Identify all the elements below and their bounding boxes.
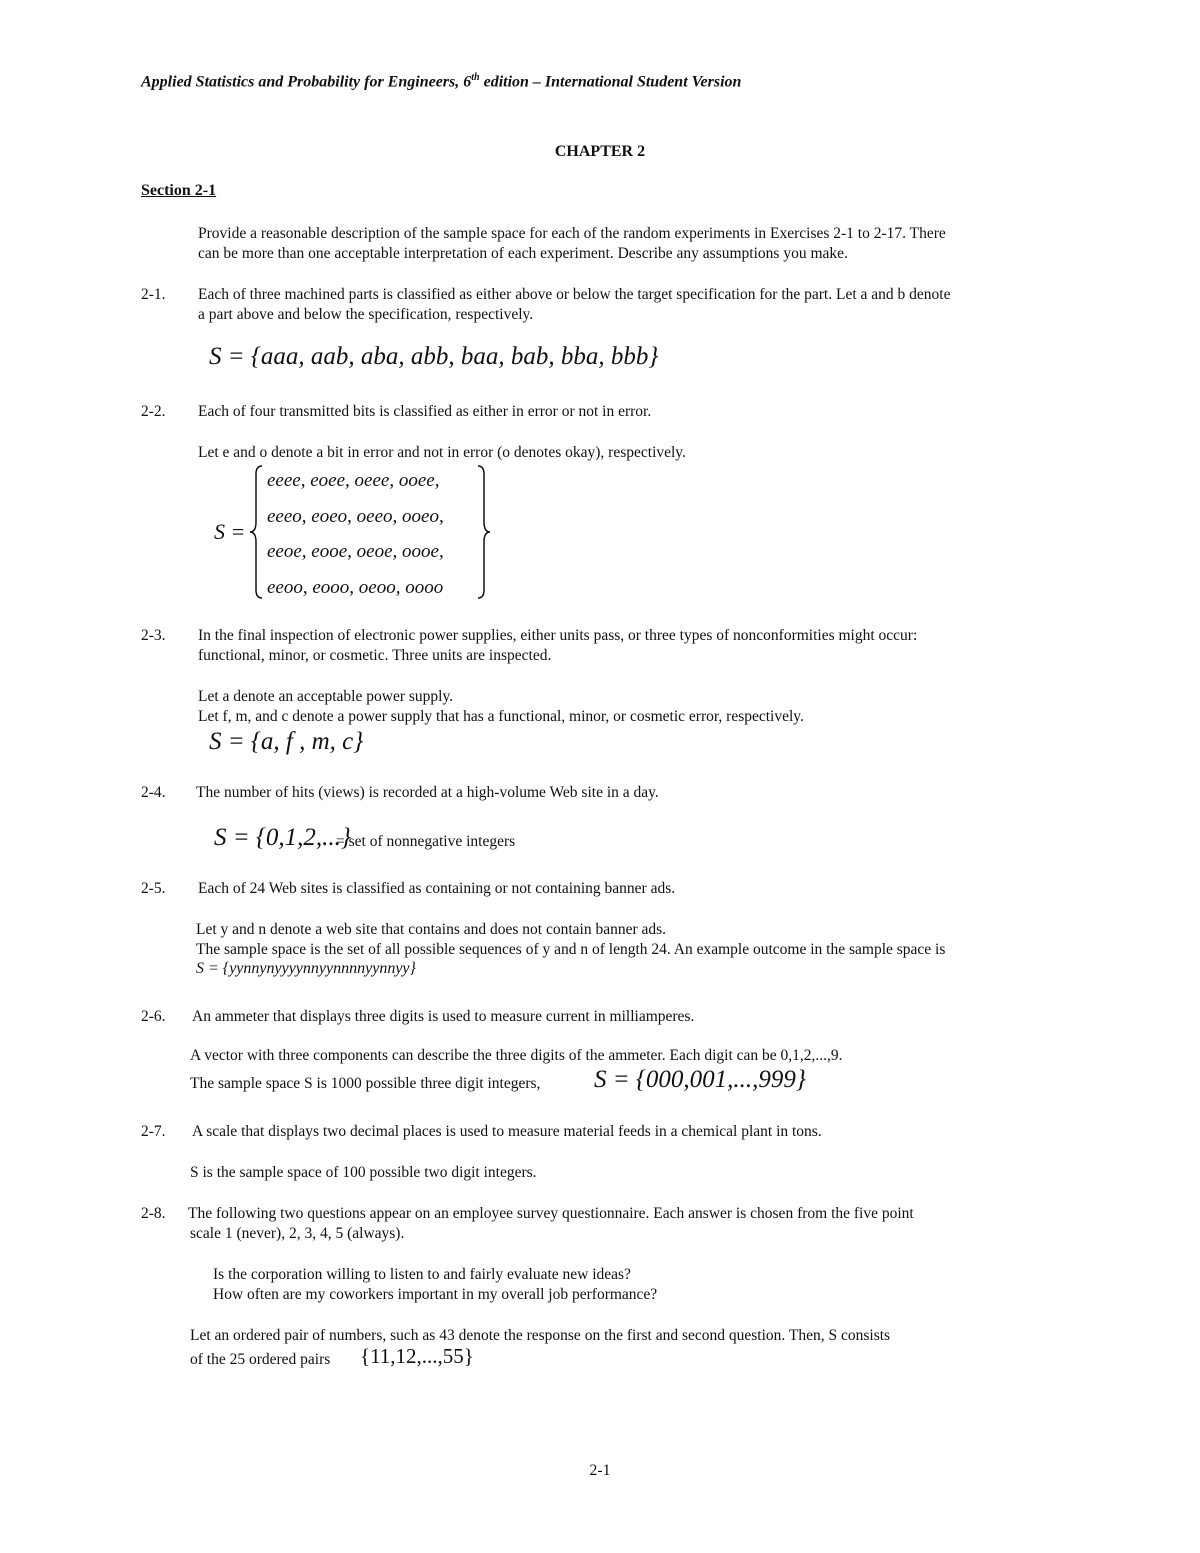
- matrix-row: eeoo, eooo, oeoo, oooo: [267, 577, 444, 598]
- exercise-text: The following two questions appear on an employee survey questionnaire. Each answer is chosen from the five point: [188, 1205, 914, 1222]
- header-title: Applied Statistics and Probability for Engineers, 6: [141, 73, 472, 91]
- exercise-number: 2-6.: [141, 1008, 166, 1025]
- exercise-text: Let f, m, and c denote a power supply that has a functional, minor, or cosmetic error, respectively.: [198, 708, 804, 725]
- matrix-row: eeee, eoee, oeee, ooee,: [267, 470, 440, 491]
- exercise-text: The sample space S is 1000 possible three digit integers,: [190, 1075, 541, 1092]
- exercise-text: S is the sample space of 100 possible two digit integers.: [190, 1164, 537, 1181]
- exercise-text: Let an ordered pair of numbers, such as 43 denote the response on the first and second question. Then, S consists: [190, 1327, 891, 1344]
- exercise-number: 2-5.: [141, 880, 166, 897]
- formula-caption: = set of nonnegative integers: [336, 833, 516, 850]
- section-heading: Section 2-1: [141, 182, 217, 199]
- sample-space-formula: S = {000,001,...,999}: [594, 1066, 806, 1093]
- survey-question: How often are my coworkers important in my overall job performance?: [213, 1286, 658, 1303]
- intro-line-2: can be more than one acceptable interpretation of each experiment. Describe any assumptions you make.: [198, 245, 848, 262]
- sample-space-formula: S = {aaa, aab, aba, abb, baa, bab, bba, bbb}: [209, 343, 659, 370]
- exercise-text: scale 1 (never), 2, 3, 4, 5 (always).: [190, 1225, 405, 1242]
- exercise-text: Let e and o denote a bit in error and not in error (o denotes okay), respectively.: [198, 444, 686, 461]
- exercise-text: Each of three machined parts is classified as either above or below the target specification for the part. Let a and b denote: [198, 286, 951, 303]
- exercise-number: 2-4.: [141, 784, 166, 801]
- sample-space-formula: {11,12,...,55}: [360, 1344, 474, 1368]
- exercise-text: a part above and below the specification, respectively.: [198, 306, 534, 323]
- exercise-text: of the 25 ordered pairs: [190, 1351, 331, 1368]
- exercise-text: The sample space is the set of all possible sequences of y and n of length 24. An example outcome in the sample space is: [196, 941, 946, 958]
- header-rest: edition – International Student Version: [479, 73, 742, 91]
- exercise-number: 2-1.: [141, 286, 166, 303]
- exercise-number: 2-7.: [141, 1123, 166, 1140]
- exercise-text: functional, minor, or cosmetic. Three units are inspected.: [198, 647, 552, 664]
- running-header: [141, 72, 741, 91]
- right-brace: [474, 464, 494, 600]
- left-brace: [248, 464, 268, 600]
- chapter-title: CHAPTER 2: [554, 143, 646, 160]
- exercise-number: 2-3.: [141, 627, 166, 644]
- matrix-row: eeeo, eoeo, oeeo, ooeo,: [267, 506, 444, 527]
- exercise-text: A scale that displays two decimal places is used to measure material feeds in a chemical plant in tons.: [192, 1123, 822, 1140]
- page-number: 2-1: [589, 1462, 611, 1479]
- exercise-text: Each of four transmitted bits is classified as either in error or not in error.: [198, 403, 652, 420]
- exercise-text: In the final inspection of electronic power supplies, either units pass, or three types of nonconformities might occur:: [198, 627, 918, 644]
- matrix-row: eeoe, eooe, oeoe, oooe,: [267, 541, 444, 562]
- survey-question: Is the corporation willing to listen to and fairly evaluate new ideas?: [213, 1266, 631, 1283]
- exercise-text: Each of 24 Web sites is classified as containing or not containing banner ads.: [198, 880, 676, 897]
- exercise-text: An ammeter that displays three digits is used to measure current in milliamperes.: [192, 1008, 695, 1025]
- exercise-text: Let y and n denote a web site that contains and does not contain banner ads.: [196, 921, 667, 938]
- s-label: S =: [214, 519, 246, 544]
- exercise-text: Let a denote an acceptable power supply.: [198, 688, 454, 705]
- sample-space-formula: S = {yynnynyyyynnyynnnnyynnyy}: [196, 960, 416, 977]
- exercise-number: 2-8.: [141, 1205, 166, 1222]
- exercise-text: The number of hits (views) is recorded at a high-volume Web site in a day.: [196, 784, 659, 801]
- intro-line-1: Provide a reasonable description of the sample space for each of the random experiments in Exercises 2-1 to 2-17. There: [198, 225, 946, 242]
- sample-space-formula: S = {0,1,2,...}: [214, 824, 351, 851]
- header-sup: th: [471, 72, 480, 83]
- sample-space-formula: S = {a, f , m, c}: [209, 728, 364, 755]
- exercise-text: A vector with three components can describe the three digits of the ammeter. Each digit can be 0,1,2,...,9.: [190, 1047, 843, 1064]
- exercise-number: 2-2.: [141, 403, 166, 420]
